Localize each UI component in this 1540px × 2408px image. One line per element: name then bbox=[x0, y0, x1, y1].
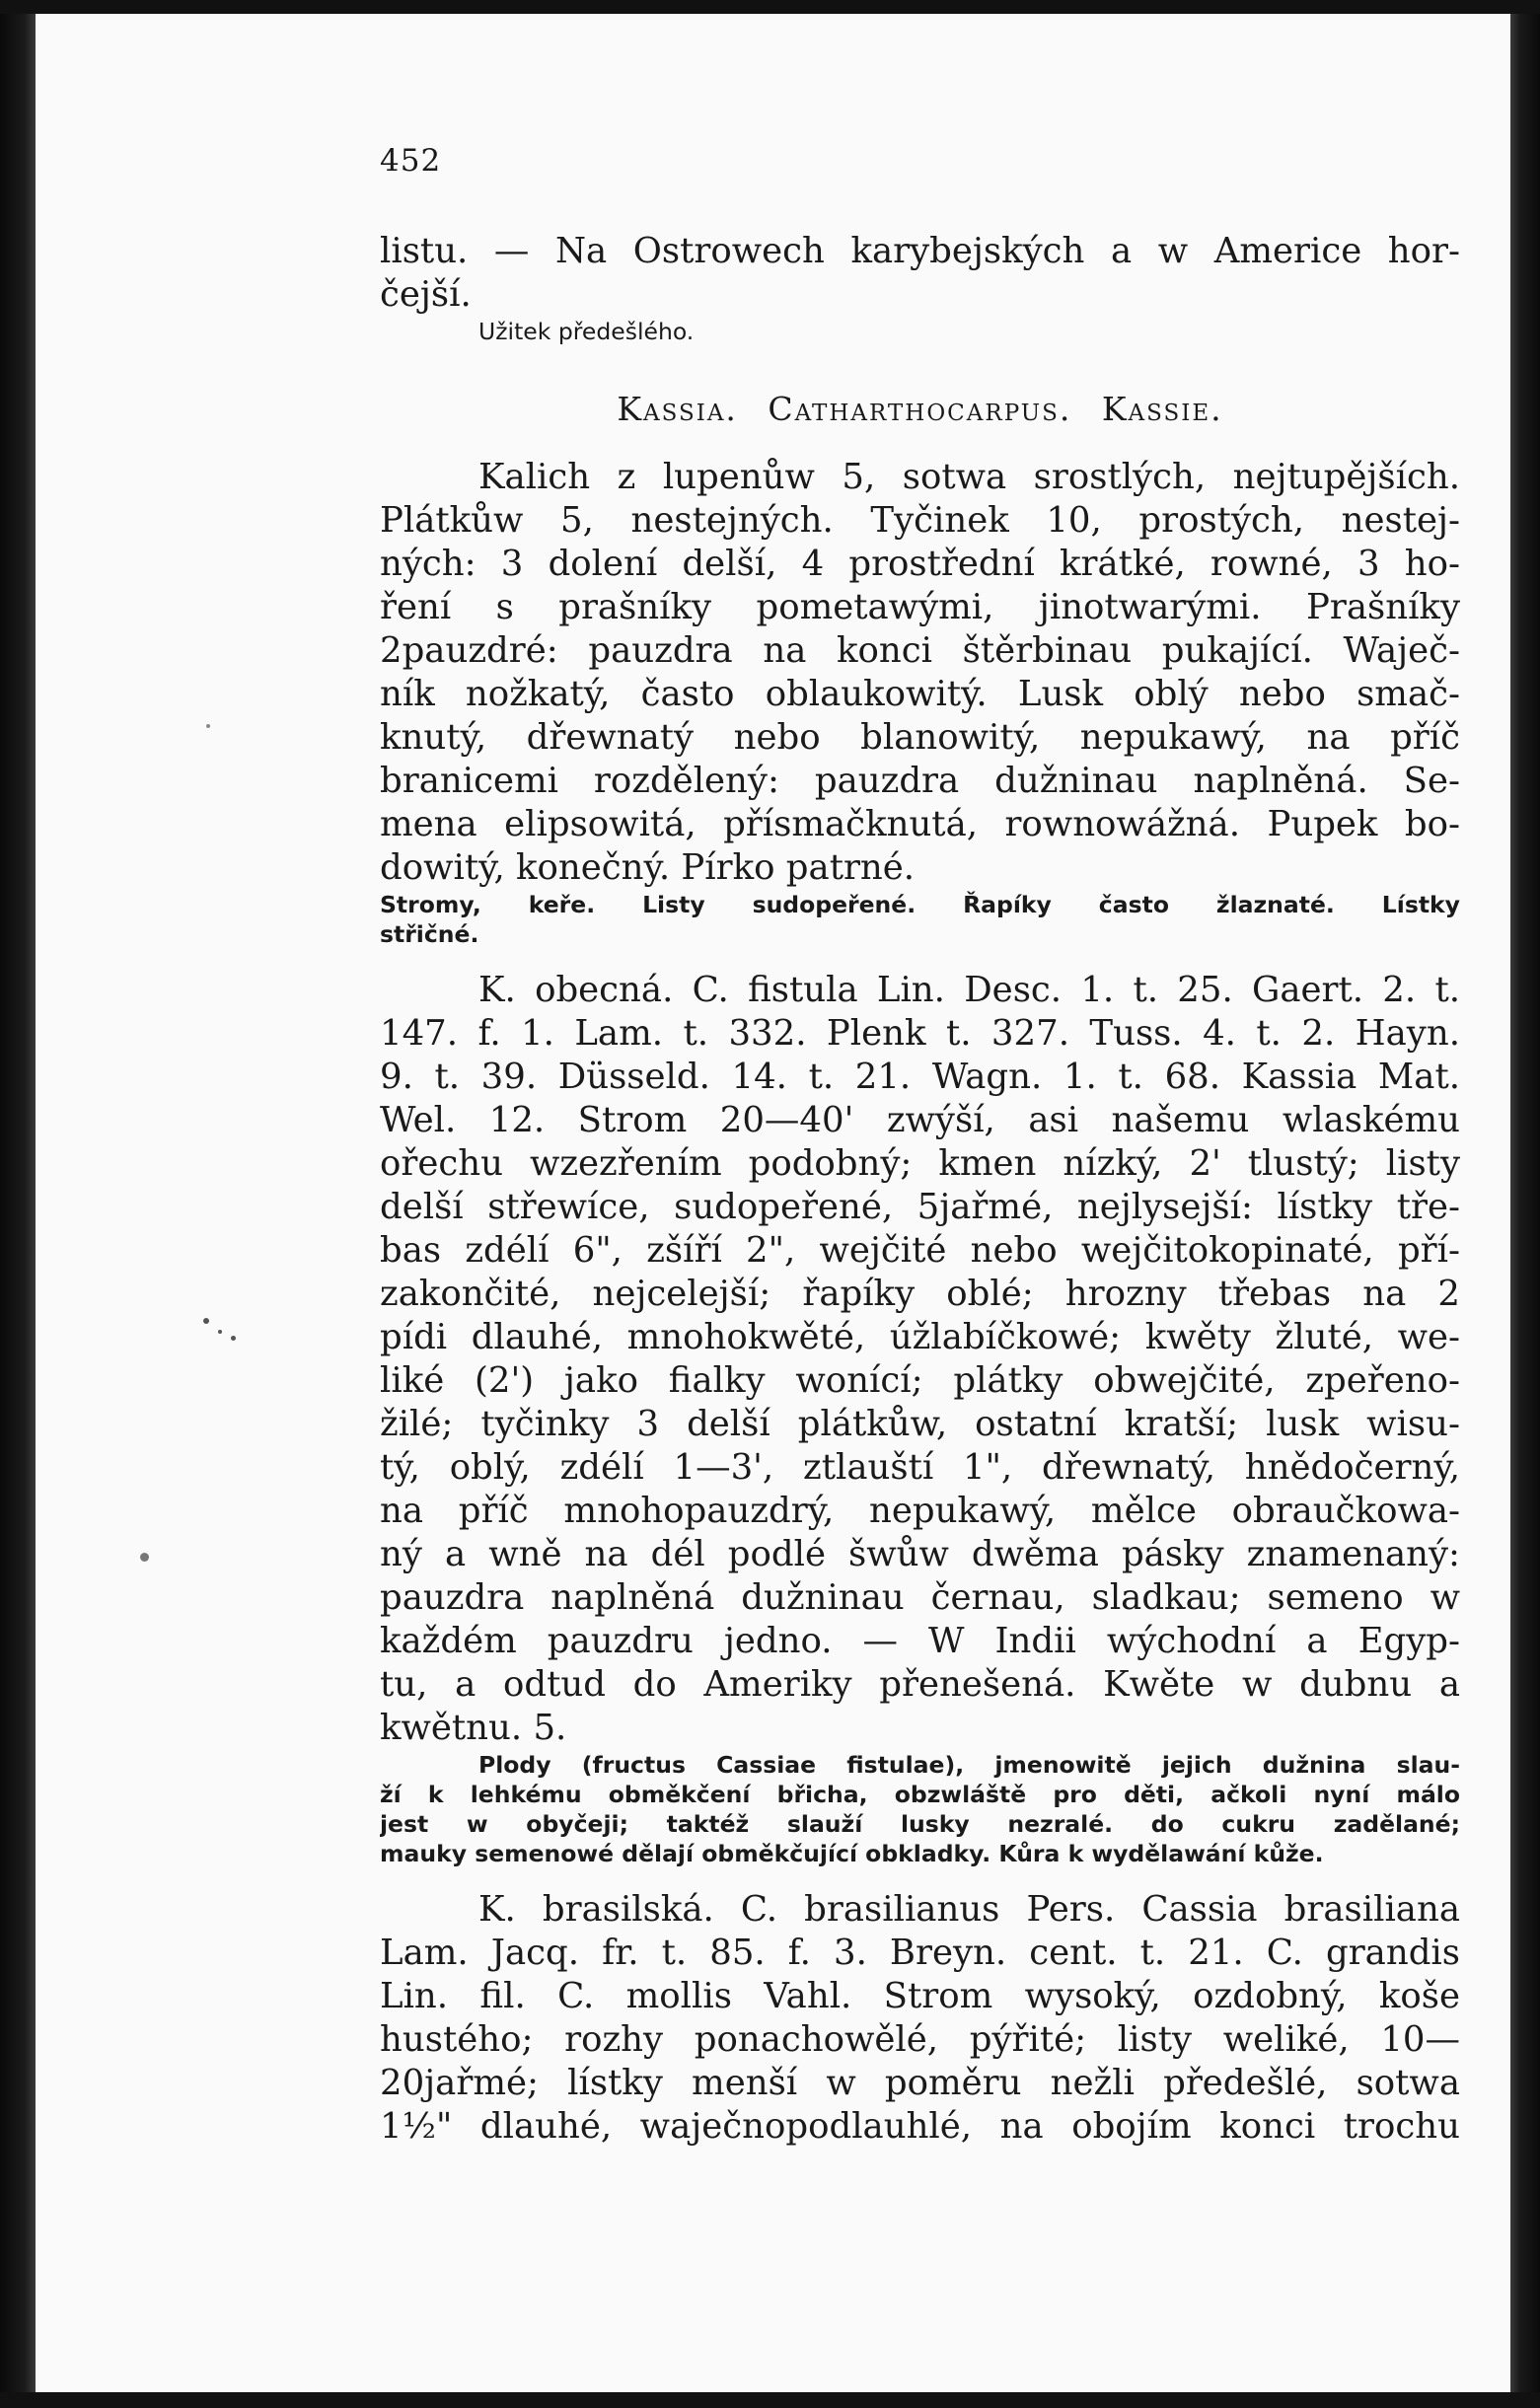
text-line: 1½" dlauhé, waječnopodlauhlé, na obojím konci trochu bbox=[380, 2106, 1460, 2147]
scan-border-left bbox=[0, 0, 36, 2408]
note-line: ží k lehkému obměkčení břicha, obzwláště pro děti, ačkoli nyní málo bbox=[380, 1781, 1460, 1808]
text-line: každém pauzdru jedno. — W Indii wýchodní a Egyp- bbox=[380, 1621, 1460, 1661]
scan-border-right bbox=[1510, 0, 1540, 2408]
note-line: Užitek předešlého. bbox=[478, 318, 695, 345]
text-line: Lin. fil. C. mollis Vahl. Strom wysoký, ozdobný, koše bbox=[380, 1976, 1460, 2016]
ink-speck bbox=[218, 1330, 222, 1334]
text-line: listu. — Na Ostrowech karybejských a w Americe hor- bbox=[380, 231, 1460, 271]
text-line: delší střewíce, sudopeřené, 5jařmé, nejlysejší: lístky tře- bbox=[380, 1187, 1460, 1227]
text-line: ření s prašníky pometawými, jinotwarými. Prašníky bbox=[380, 587, 1460, 627]
text-line: ník nožkatý, často oblaukowitý. Lusk oblý nebo smač- bbox=[380, 674, 1460, 714]
text-line: K. brasilská. C. brasilianus Pers. Cassia brasiliana bbox=[478, 1889, 1460, 1930]
text-line: ořechu wzezřením podobný; kmen nízký, 2' tlustý; listy bbox=[380, 1143, 1460, 1184]
text-line: tu, a odtud do Ameriky přenešená. Kwěte w dubnu a bbox=[380, 1664, 1460, 1705]
intro-block bbox=[380, 230, 1460, 346]
text-line: pauzdra naplněná dužninau černau, sladkau; semeno w bbox=[380, 1577, 1460, 1618]
genus-description bbox=[380, 456, 1460, 890]
text-line: 2pauzdré: pauzdra na konci štěrbinau pukající. Waječ- bbox=[380, 630, 1460, 671]
text-line: liké (2') jako fialky wonící; plátky obwejčité, zpeřeno- bbox=[380, 1360, 1460, 1401]
ink-speck bbox=[203, 1318, 209, 1324]
text-line: Wel. 12. Strom 20—40' zwýší, asi našemu wlaskému bbox=[380, 1100, 1460, 1140]
note-line: Plody (fructus Cassiae fistulae), jmenowitě jejich dužnina slau- bbox=[478, 1751, 1460, 1779]
text-line: tý, oblý, zdélí 1—3', ztlauští 1", dřewnatý, hnědočerný, bbox=[380, 1447, 1460, 1488]
text-line: Plátkůw 5, nestejných. Tyčinek 10, prostých, nestej- bbox=[380, 500, 1460, 541]
text-line: pídi dlauhé, mnohokwěté, úžlabíčkowé; kwěty žluté, we- bbox=[380, 1317, 1460, 1357]
ink-speck bbox=[231, 1336, 236, 1341]
species-brasiliana bbox=[380, 1888, 1460, 2149]
scan-border-top bbox=[0, 0, 1540, 14]
text-line: Kalich z lupenůw 5, sotwa srostlých, nejtupějších. bbox=[478, 457, 1460, 497]
genus-note bbox=[380, 890, 1460, 949]
text-line: čejší. bbox=[380, 274, 472, 315]
text-line: Lam. Jacq. fr. t. 85. f. 3. Breyn. cent. t. 21. C. grandis bbox=[380, 1933, 1460, 1973]
text-line: mena elipsowitá, přísmačknutá, rownowážná. Pupek bo- bbox=[380, 804, 1460, 844]
text-line: 20jařmé; lístky menší w poměru nežli předešlé, sotwa bbox=[380, 2063, 1460, 2103]
text-line: bas zdélí 6", zšíří 2", wejčité nebo wejčitokopinaté, pří- bbox=[380, 1230, 1460, 1271]
note-line: střičné. bbox=[380, 920, 479, 948]
note-line: mauky semenowé dělají obměkčující obkladky. Kůra k wydělawání kůže. bbox=[380, 1840, 1324, 1867]
text-line: kwětnu. 5. bbox=[380, 1708, 567, 1748]
text-line: žilé; tyčinky 3 delší plátkůw, ostatní kratší; lusk wisu- bbox=[380, 1404, 1460, 1444]
page-content bbox=[380, 143, 1460, 2149]
text-line: na příč mnohopauzdrý, nepukawý, mělce obraučkowa- bbox=[380, 1491, 1460, 1531]
ink-speck bbox=[140, 1553, 149, 1562]
scan-border-bottom bbox=[0, 2392, 1540, 2408]
text-line: knutý, dřewnatý nebo blanowitý, nepukawý, na příč bbox=[380, 717, 1460, 758]
note-line: jest w obyčeji; taktéž slauží lusky nezralé. do cukru zadělané; bbox=[380, 1810, 1460, 1838]
text-line: dowitý, konečný. Pírko patrné. bbox=[380, 847, 916, 888]
text-line: ných: 3 dolení delší, 4 prostřední krátké, rowné, 3 ho- bbox=[380, 544, 1460, 584]
text-line: ný a wně na dél podlé šwůw dwěma pásky znamenaný: bbox=[380, 1534, 1460, 1574]
text-line: hustého; rozhy ponachowělé, pýřité; listy weliké, 10— bbox=[380, 2019, 1460, 2060]
genus-heading: Kassia. Catharthocarpus. Kassie. bbox=[617, 390, 1223, 428]
note-line: Stromy, keře. Listy sudopeřené. Řapíky často žlaznaté. Lístky bbox=[380, 891, 1460, 918]
text-line: K. obecná. C. fistula Lin. Desc. 1. t. 25. Gaert. 2. t. bbox=[478, 970, 1460, 1010]
text-line: branicemi rozdělený: pauzdra dužninau naplněná. Se- bbox=[380, 761, 1460, 801]
text-line: zakončité, nejcelejší; řapíky oblé; hrozny třebas na 2 bbox=[380, 1274, 1460, 1314]
text-line: 147. f. 1. Lam. t. 332. Plenk t. 327. Tuss. 4. t. 2. Hayn. bbox=[380, 1013, 1460, 1054]
species-fistula bbox=[380, 969, 1460, 1750]
species-fistula-note bbox=[380, 1750, 1460, 1868]
ink-speck bbox=[206, 724, 210, 728]
page-number: 452 bbox=[380, 143, 442, 179]
text-line: 9. t. 39. Düsseld. 14. t. 21. Wagn. 1. t. 68. Kassia Mat. bbox=[380, 1057, 1460, 1097]
